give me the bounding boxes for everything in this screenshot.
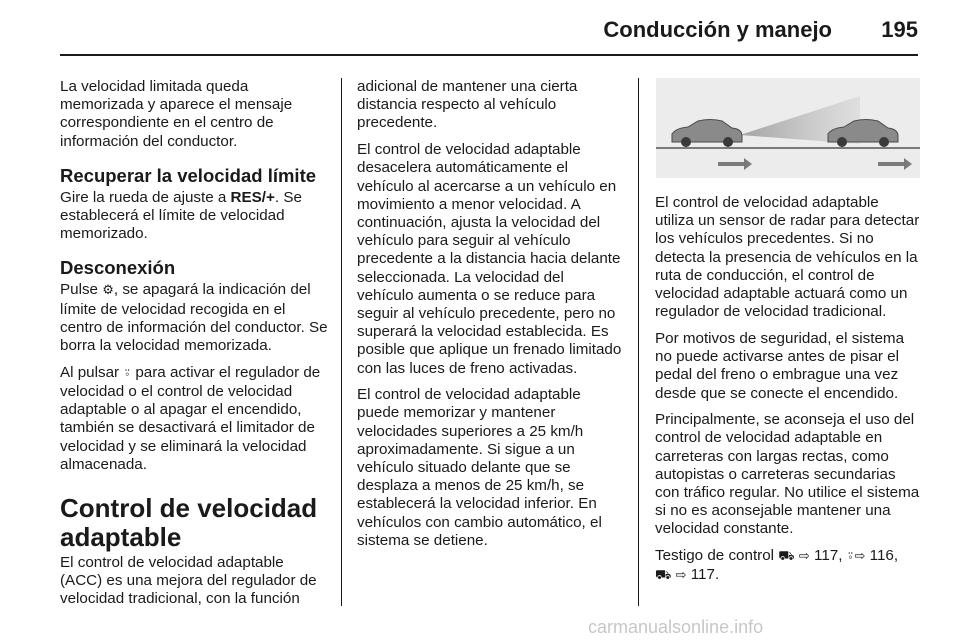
- section-heading-acc: Control de velocidad adaptable: [60, 492, 318, 552]
- paragraph: El control de velocidad adaptable puede memorizar y mantener velocidades superiores a 25 km/h aproximadamente. Si sigue a un vehículo situado delante que se desplaza a menos de 25 km/h, se establecerá la velocidad inferior. En vehículos con cambio automático, el sistema se detiene.: [357, 386, 602, 549]
- res-button-label: RES/+: [230, 188, 275, 206]
- section-heading-desconexion: Desconexión: [60, 257, 176, 279]
- column-1: [60, 78, 328, 617]
- paragraph: Por motivos de seguridad, el sistema no puede activarse antes de pisar el pedal del freno o embrague una vez desde que se conecte el encendido.: [655, 329, 905, 402]
- vehicle-ahead-icon: ⛟: [778, 549, 795, 565]
- page-header: [60, 0, 918, 55]
- section-heading-recuperar: Recuperar la velocidad límite: [60, 164, 317, 186]
- page-reference-icon: ⇨: [854, 549, 866, 565]
- text: Testigo de control: [655, 547, 779, 565]
- page-ref[interactable]: 116: [869, 547, 894, 565]
- column-2: [357, 78, 624, 559]
- column-divider-2: [638, 78, 639, 606]
- paragraph: El control de velocidad adaptable utiliza un sensor de radar para detectar los vehículos precedentes. Si no detecta la presencia de vehículos en la ruta de conducción, el control de velocidad adaptable actuará como un regulador de velocidad tradicional.: [655, 194, 920, 321]
- text: Pulse: [60, 281, 103, 299]
- following-distance-icon: ⛟: [655, 568, 672, 584]
- watermark: carmanualsonline.info: [588, 617, 764, 637]
- paragraph: El control de velocidad adaptable (ACC) es una mejora del regulador de velocidad tradicional, con la función: [60, 553, 317, 608]
- radar-diagram: [656, 78, 920, 178]
- paragraph: [60, 364, 328, 474]
- acc-radar-illustration: [656, 78, 920, 178]
- column-divider-1: [341, 78, 342, 606]
- paragraph: [60, 281, 328, 355]
- text: para activar el regulador de velocidad o el control de velocidad adaptable o al apagar el encendido, también se desactivará el limitador de velocidad y se eliminará la velocidad almacenada.: [60, 363, 321, 473]
- paragraph: adicional de mantener una cierta distancia respecto al vehículo precedente.: [357, 78, 578, 132]
- paragraph: Principalmente, se aconseja el uso del control de velocidad adaptable en carreteras con largas rectas, como autopistas o carreteras secundarias con tráfico regular. No utilice el sistema si no es aconsejable mantener una velocidad constante.: [655, 411, 920, 538]
- page-number: 195: [881, 17, 918, 42]
- chapter-title: Conducción y manejo: [603, 17, 832, 42]
- header-rule: [60, 54, 918, 56]
- paragraph: El control de velocidad adaptable desacelera automáticamente el vehículo al acercarse a un vehículo en movimiento a menor velocidad. A continuación, ajusta la velocidad del vehículo para seguir al vehículo precedente a la distancia hacia delante seleccionada. La velocidad del vehículo aumenta o se reduce para seguir al vehículo precedente, pero no superará la velocidad establecida. Es posible que aplique un frenado limitado con las luces de freno activadas.: [357, 141, 622, 377]
- text: Gire la rueda de ajuste a: [60, 188, 231, 206]
- text: , se apagará la indicación del límite de velocidad recogida en el centro de información del conductor. Se borra la velocidad memorizada.: [60, 281, 328, 355]
- direction-arrows: [718, 158, 912, 170]
- text: Al pulsar: [60, 363, 124, 381]
- column-3: [655, 194, 920, 594]
- cruise-control-icon: ⍤: [846, 549, 855, 565]
- page-reference-icon: ⇨: [675, 568, 687, 584]
- own-vehicle: [672, 120, 742, 148]
- cruise-control-icon: ⍤: [123, 365, 132, 381]
- page-reference-icon: ⇨: [798, 549, 810, 565]
- paragraph: [60, 189, 328, 244]
- arrow-right-icon: [878, 158, 912, 170]
- paragraph: La velocidad limitada queda memorizada y aparece el mensaje correspondiente en el centro de información del conductor.: [60, 78, 293, 150]
- speed-limiter-icon: ⚙: [102, 283, 114, 299]
- arrow-right-icon: [718, 158, 752, 170]
- page-ref[interactable]: 117: [690, 566, 715, 584]
- paragraph: Testigo de control ⛟ ⇨ 117, ⍤⇨ 116, ⛟ ⇨ 117.: [655, 547, 899, 584]
- page-ref[interactable]: 117: [814, 547, 839, 565]
- text: . Se establecerá el límite de velocidad memorizado.: [60, 188, 302, 243]
